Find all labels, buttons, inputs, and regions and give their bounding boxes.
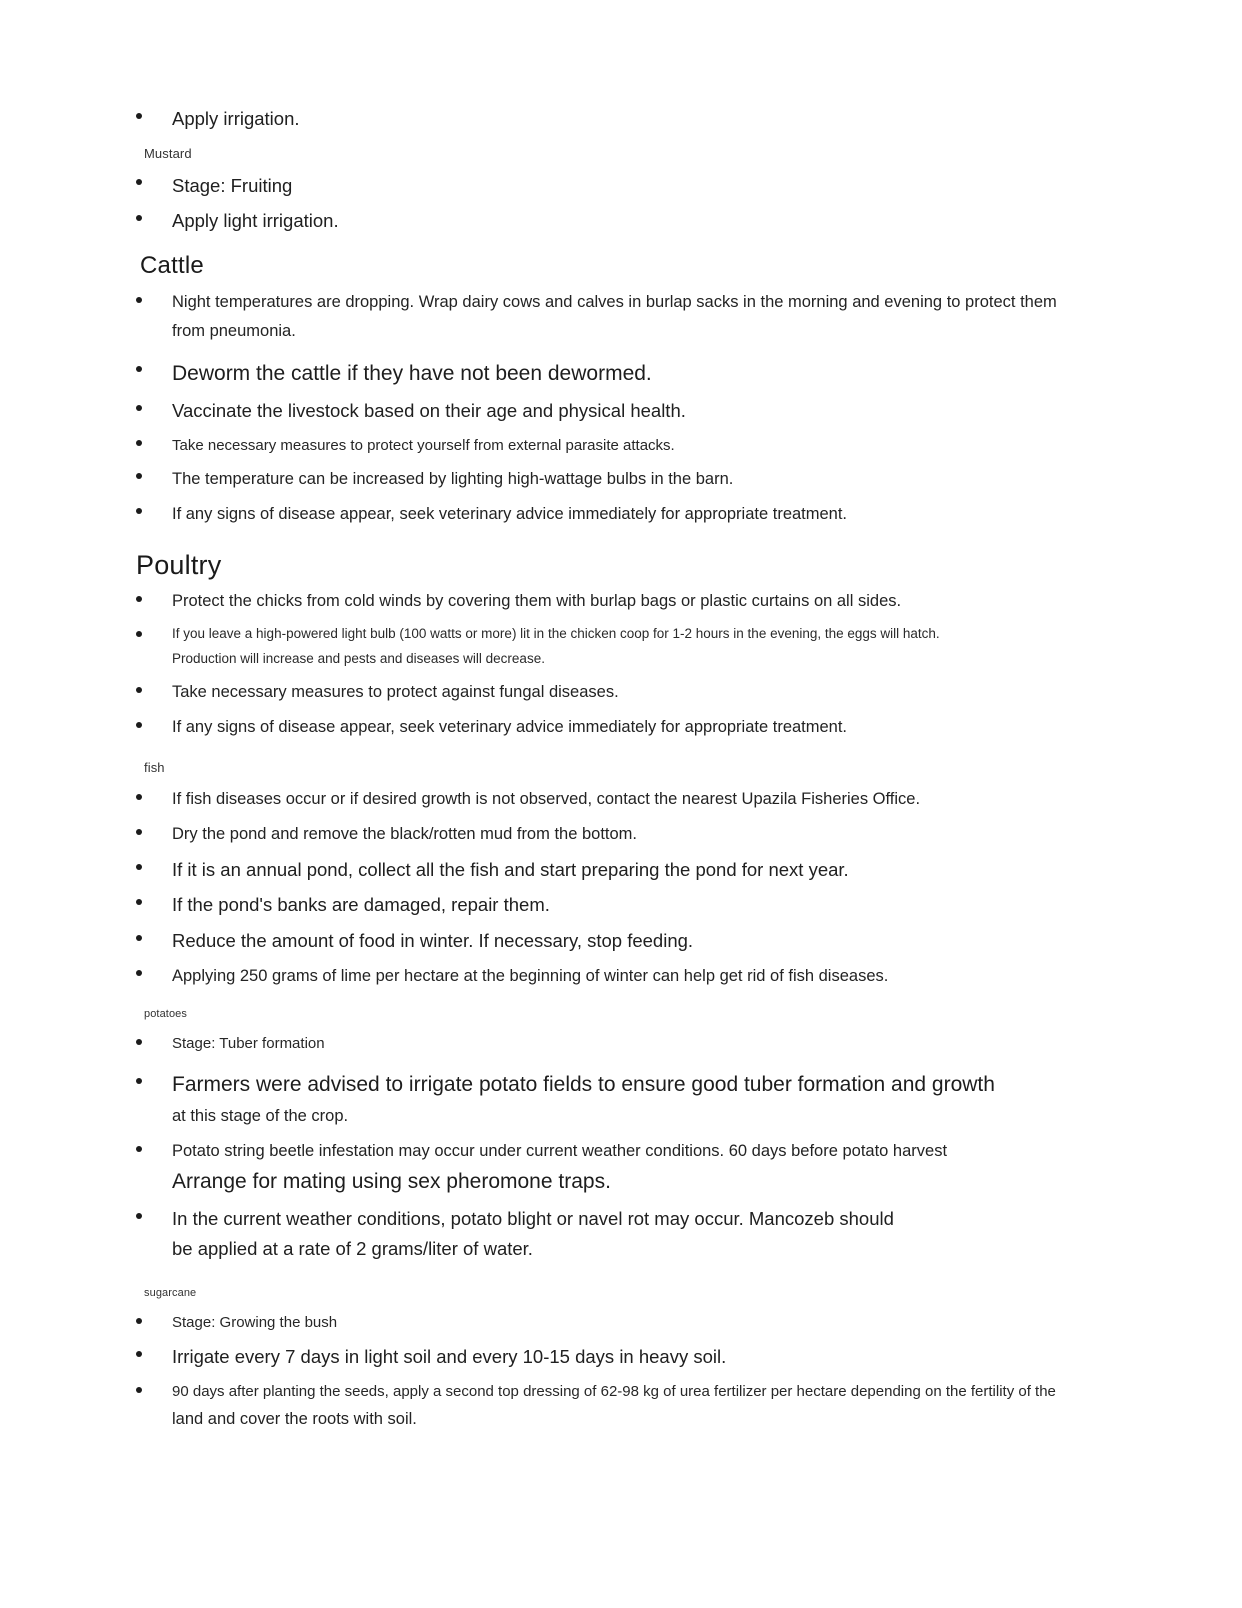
bullet-icon xyxy=(136,508,142,514)
bullet-icon xyxy=(136,113,142,119)
list-item xyxy=(130,855,1092,885)
list-item-text: 90 days after planting the seeds, apply a second top dressing of 62-98 kg of urea fertilizer per hectare depending on the fertility of the xyxy=(172,1383,1056,1401)
list-item xyxy=(130,1204,1092,1263)
list-item-text: Apply irrigation. xyxy=(172,108,300,129)
list-item xyxy=(130,962,1092,991)
bullet-icon xyxy=(136,596,142,602)
bullet-icon xyxy=(136,829,142,835)
list-item-continuation: from pneumonia. xyxy=(172,321,296,340)
bullet-icon xyxy=(136,970,142,976)
bullet-icon xyxy=(136,1039,142,1045)
list-item xyxy=(130,785,1092,814)
bullet-icon xyxy=(136,722,142,728)
spacer xyxy=(130,1263,1092,1281)
bullet-icon xyxy=(136,1213,142,1219)
list-item-text: If you leave a high-powered light bulb (100 watts or more) lit in the chicken coop for 1-2 hours in the evening, the eggs will hatch. xyxy=(172,626,940,642)
section-mustard xyxy=(130,104,1092,236)
list-item xyxy=(130,206,1092,236)
list-item-text: Farmers were advised to irrigate potato fields to ensure good tuber formation and growth xyxy=(172,1073,995,1097)
bullet-icon xyxy=(136,687,142,693)
bullet-icon xyxy=(136,935,142,941)
bullet-icon xyxy=(136,1351,142,1357)
spacer xyxy=(130,346,1092,358)
bullet-icon xyxy=(136,1146,142,1152)
list-item-text: Night temperatures are dropping. Wrap dairy cows and calves in burlap sacks in the morning and evening to protect them xyxy=(172,292,1057,311)
list-item xyxy=(130,104,1092,134)
list-item xyxy=(130,678,1092,707)
list-item-text: Dry the pond and remove the black/rotten mud from the bottom. xyxy=(172,824,637,843)
list-item xyxy=(130,1069,1092,1130)
list-item xyxy=(130,500,1092,529)
bullet-icon xyxy=(136,1318,142,1324)
section-poultry xyxy=(130,550,1092,742)
spacer xyxy=(130,1057,1092,1069)
list-item xyxy=(130,358,1092,391)
list-item-text: Potato string beetle infestation may occur under current weather conditions. 60 days before potato harvest xyxy=(172,1141,948,1160)
section-label-fish: fish xyxy=(144,759,165,775)
section-label-mustard: Mustard xyxy=(144,145,192,161)
list-item-continuation: Arrange for mating using sex pheromone traps. xyxy=(172,1169,611,1193)
list-item-continuation: land and cover the roots with soil. xyxy=(172,1410,417,1429)
section-heading-cattle: Cattle xyxy=(140,251,204,279)
section-label-sugarcane: sugarcane xyxy=(144,1287,197,1300)
list-item xyxy=(130,622,1092,672)
bullet-icon xyxy=(136,473,142,479)
list-item-continuation: Production will increase and pests and diseases will decrease. xyxy=(172,651,545,667)
bullet-icon xyxy=(136,1078,142,1084)
list-item-text: In the current weather conditions, potato blight or navel rot may occur. Mancozeb should xyxy=(172,1208,894,1230)
section-fish xyxy=(130,742,1092,990)
list-item xyxy=(130,926,1092,956)
list-item-text: Take necessary measures to protect yourself from external parasite attacks. xyxy=(172,436,675,454)
bullet-icon xyxy=(136,215,142,221)
list-item xyxy=(130,1378,1092,1434)
list-item-text: If any signs of disease appear, seek veterinary advice immediately for appropriate treatment. xyxy=(172,504,848,523)
list-item-text: Deworm the cattle if they have not been dewormed. xyxy=(172,361,652,385)
section-sugarcane xyxy=(130,1263,1092,1433)
list-item-text: Take necessary measures to protect against fungal diseases. xyxy=(172,683,619,702)
list-item xyxy=(130,713,1092,742)
list-item-text: Stage: Fruiting xyxy=(172,174,293,196)
list-item xyxy=(130,465,1092,494)
spacer xyxy=(130,742,1092,754)
list-item xyxy=(130,432,1092,459)
bullet-icon xyxy=(136,794,142,800)
spacer xyxy=(130,134,1092,140)
bullet-icon xyxy=(136,631,142,637)
list-item-text: If it is an annual pond, collect all the fish and start preparing the pond for next year. xyxy=(172,858,849,880)
bullet-icon xyxy=(136,179,142,185)
list-item-text: If fish diseases occur or if desired growth is not observed, contact the nearest Upazila Fisheries Office. xyxy=(172,789,921,808)
bullet-icon xyxy=(136,297,142,303)
list-item-text: Apply light irrigation. xyxy=(172,210,339,232)
list-item-continuation: at this stage of the crop. xyxy=(172,1106,349,1125)
bullet-icon xyxy=(136,440,142,446)
list-item-text: Irrigate every 7 days in light soil and every 10-15 days in heavy soil. xyxy=(172,1346,727,1368)
list-item-text: Vaccinate the livestock based on their age and physical health. xyxy=(172,400,686,422)
list-item xyxy=(130,1342,1092,1372)
bullet-icon xyxy=(136,1387,142,1393)
list-item-text: The temperature can be increased by lighting high-wattage bulbs in the barn. xyxy=(172,469,734,488)
bullet-icon xyxy=(136,366,142,372)
list-item-continuation: be applied at a rate of 2 grams/liter of water. xyxy=(172,1237,533,1259)
list-item xyxy=(130,1309,1092,1336)
section-label-potatoes: potatoes xyxy=(144,1008,188,1021)
list-item xyxy=(130,171,1092,201)
list-item-text: Stage: Tuber formation xyxy=(172,1035,325,1053)
list-item xyxy=(130,288,1092,346)
list-item-text: If the pond's banks are damaged, repair them. xyxy=(172,894,550,916)
bullet-icon xyxy=(136,864,142,870)
list-item xyxy=(130,1030,1092,1057)
list-item-text: Reduce the amount of food in winter. If necessary, stop feeding. xyxy=(172,929,694,951)
list-item xyxy=(130,890,1092,920)
list-item xyxy=(130,396,1092,426)
list-item xyxy=(130,587,1092,616)
list-item-text: If any signs of disease appear, seek veterinary advice immediately for appropriate treatment. xyxy=(172,718,848,737)
section-heading-poultry: Poultry xyxy=(136,550,222,581)
list-item-text: Applying 250 grams of lime per hectare at the beginning of winter can help get rid of fish diseases. xyxy=(172,966,889,985)
list-item xyxy=(130,820,1092,849)
list-item xyxy=(130,1137,1092,1198)
spacer xyxy=(130,990,1092,1002)
section-cattle xyxy=(130,252,1092,529)
bullet-icon xyxy=(136,405,142,411)
section-potatoes xyxy=(130,990,1092,1263)
bullet-icon xyxy=(136,899,142,905)
list-item-text: Stage: Growing the bush xyxy=(172,1314,338,1332)
list-item-text: Protect the chicks from cold winds by covering them with burlap bags or plastic curtains on all sides. xyxy=(172,592,902,611)
